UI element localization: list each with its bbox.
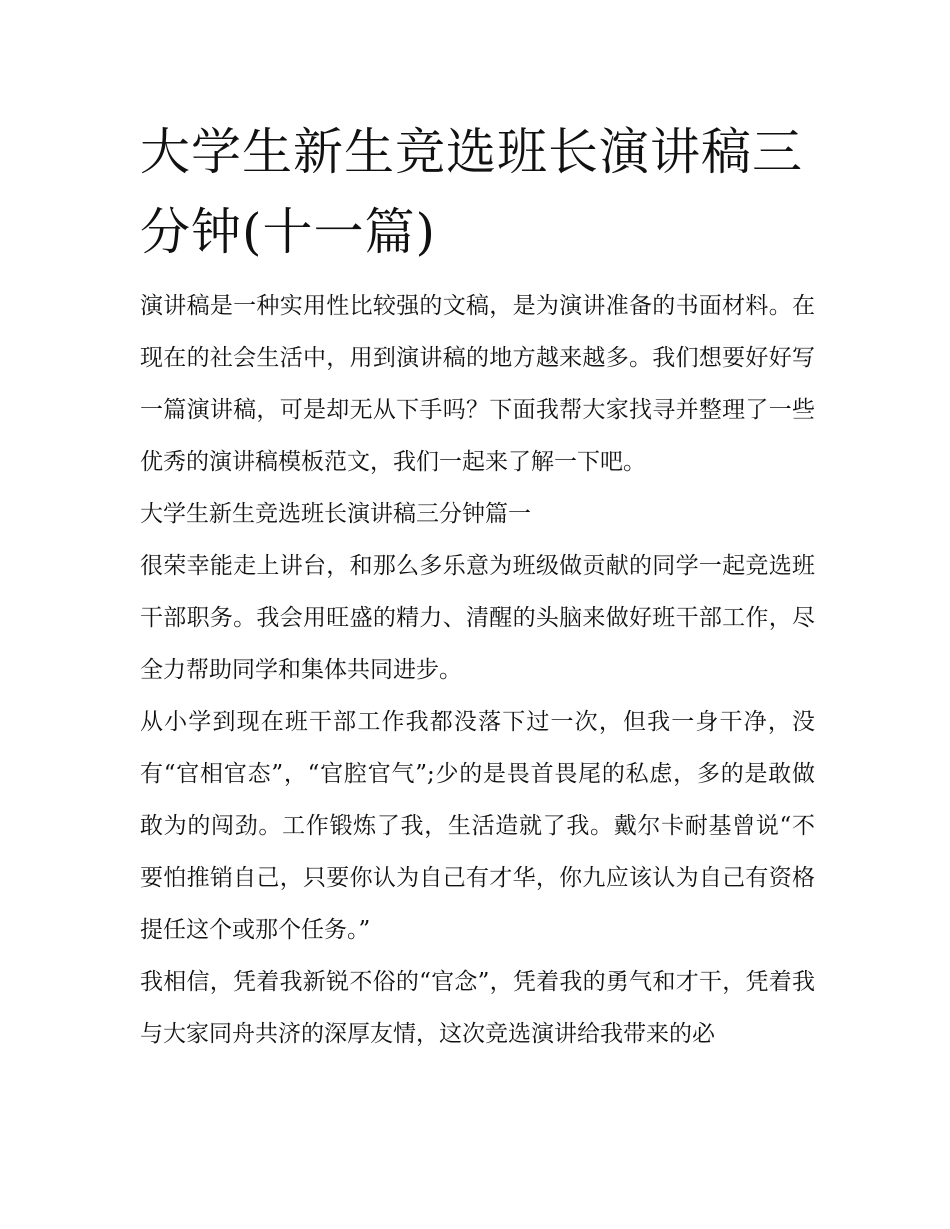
section-heading: 大学生新生竞选班长演讲稿三分钟篇一 xyxy=(140,501,531,527)
body-paragraph: 从小学到现在班干部工作我都没落下过一次，但我一身干净，没有“官相官态”，“官腔官气”;少的是畏首畏尾的私虑，多的是敢做敢为的闯劲。工作锻炼了我，生活造就了我。戴尔卡耐基曾说“不要怕推销自己，只要你认为自己有才华，你九应该认为自己有资格提任这个或那个任务。” xyxy=(140,709,815,943)
document-title: 大学生新生竞选班长演讲稿三分钟(十一篇) xyxy=(140,123,803,261)
document-body xyxy=(140,112,815,1060)
body-paragraph: 我相信，凭着我新锐不俗的“官念”，凭着我的勇气和才干，凭着我与大家同舟共济的深厚友情，这次竞选演讲给我带来的必 xyxy=(140,969,815,1047)
body-paragraph: 很荣幸能走上讲台，和那么多乐意为班级做贡献的同学一起竞选班干部职务。我会用旺盛的精力、清醒的头脑来做好班干部工作，尽全力帮助同学和集体共同进步。 xyxy=(140,553,815,683)
intro-paragraph: 演讲稿是一种实用性比较强的文稿，是为演讲准备的书面材料。在现在的社会生活中，用到演讲稿的地方越来越多。我们想要好好写一篇演讲稿，可是却无从下手吗？下面我帮大家找寻并整理了一些优秀的演讲稿模板范文，我们一起来了解一下吧。 xyxy=(140,293,815,475)
